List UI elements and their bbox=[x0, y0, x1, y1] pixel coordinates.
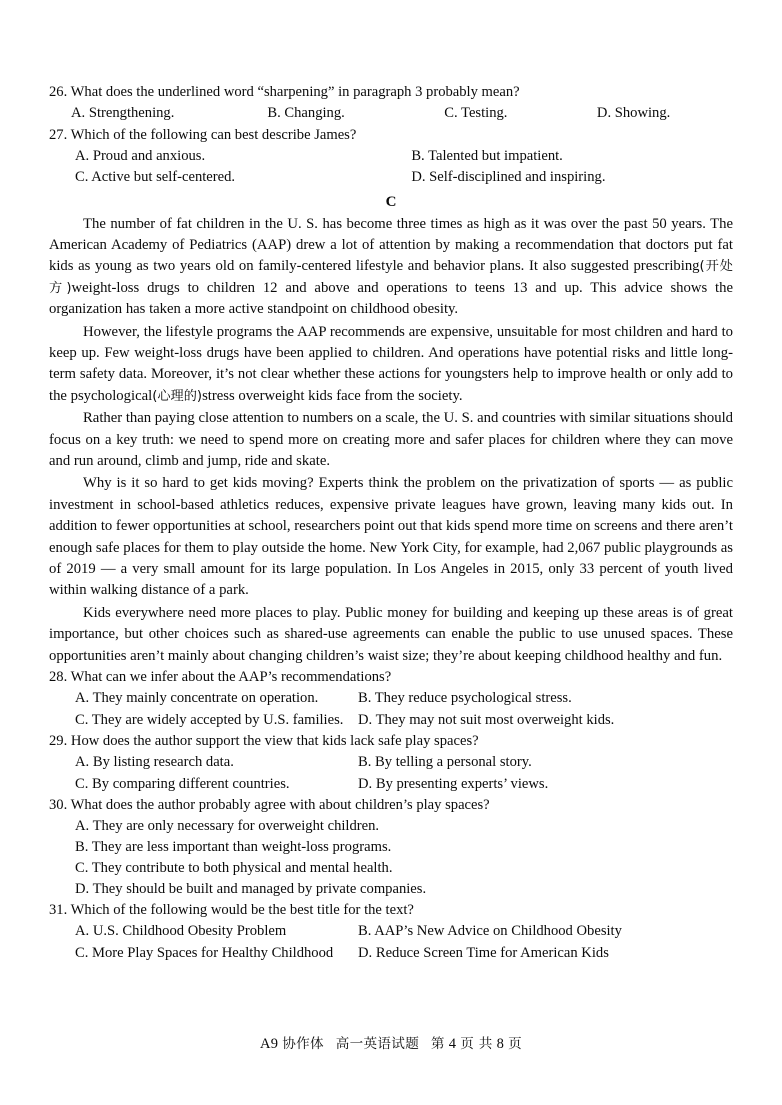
option-b: B. Talented but impatient. bbox=[411, 147, 563, 164]
footer-org: 协作体 bbox=[282, 1036, 324, 1052]
passage-paragraph-2: However, the lifestyle programs the AAP recommends are expensive, unsuitable for most children and hard to keep up. Few weight-loss drugs have been applied to children. And operations have potential risks and little long-term safety data. Moreover, it’s not clear whether these actions for youngsters help to improve health or only add to the psychological(心理的)stress overweight kids face from the society. bbox=[49, 323, 733, 404]
question-30-stem: What does the author probably agree with about children’s play spaces? bbox=[70, 797, 490, 814]
question-28-number: 28. bbox=[49, 669, 68, 686]
question-27 bbox=[49, 125, 733, 146]
question-27-options-row1 bbox=[49, 146, 733, 168]
question-27-stem: Which of the following can best describe James? bbox=[70, 126, 357, 143]
option-a: A. U.S. Childhood Obesity Problem bbox=[75, 923, 287, 940]
option-d: D. Self-disciplined and inspiring. bbox=[411, 169, 606, 185]
footer-total-pages: 8 bbox=[496, 1036, 505, 1052]
option-b: B. AAP’s New Advice on Childhood Obesity bbox=[358, 923, 622, 940]
passage-paragraph-3: Rather than paying close attention to numbers on a scale, the U. S. and countries with similar situations should focus on a key truth: we need to spend more on creating more and safer places for children where they can move and run around, climb and jump, ride and skate. bbox=[49, 410, 733, 469]
option-a: A. Strengthening. bbox=[71, 105, 175, 121]
passage-paragraph-5: Kids everywhere need more places to play. Public money for building and keeping up these areas is of great importance, but other choices such as shared-use agreements can enable the public to use unused spaces. These opportunities aren’t mainly about changing children’s waist size; they’re about keeping childhood healthy and fun. bbox=[49, 604, 733, 664]
footer-page-label: 第 bbox=[430, 1036, 445, 1052]
option-b: B. By telling a personal story. bbox=[358, 754, 532, 771]
question-29 bbox=[49, 731, 733, 752]
question-26-stem: What does the underlined word “sharpening” in paragraph 3 probably mean? bbox=[70, 84, 520, 100]
question-30-number: 30. bbox=[49, 797, 68, 814]
option-c: C. By comparing different countries. bbox=[75, 775, 290, 792]
option-c: C. More Play Spaces for Healthy Childhood bbox=[75, 944, 334, 961]
question-26 bbox=[49, 82, 733, 103]
footer-page-unit: 页 bbox=[508, 1036, 522, 1052]
question-28 bbox=[49, 667, 733, 688]
question-30 bbox=[49, 795, 733, 816]
question-30-option-c: C. They contribute to both physical and mental health. bbox=[75, 860, 393, 877]
question-29-options-row1 bbox=[49, 752, 733, 774]
question-30-option-b: B. They are less important than weight-loss programs. bbox=[75, 839, 392, 856]
option-a: A. They mainly concentrate on operation. bbox=[75, 690, 319, 707]
question-31-stem: Which of the following would be the best title for the text? bbox=[70, 902, 414, 919]
footer-page-number: 4 bbox=[448, 1036, 457, 1052]
question-29-number: 29. bbox=[49, 733, 68, 750]
question-29-options-row2 bbox=[49, 774, 733, 796]
option-b: B. Changing. bbox=[267, 105, 345, 121]
page-footer bbox=[0, 1032, 782, 1053]
chinese-gloss-psychological: (心理的) bbox=[152, 388, 203, 404]
option-c: C. They are widely accepted by U.S. families. bbox=[75, 711, 344, 728]
option-b: B. They reduce psychological stress. bbox=[358, 690, 572, 707]
question-29-stem: How does the author support the view that kids lack safe play spaces? bbox=[70, 733, 479, 750]
question-28-options-row1 bbox=[49, 688, 733, 710]
question-27-number: 27. bbox=[49, 126, 68, 143]
option-c: C. Testing. bbox=[444, 105, 508, 121]
question-27-options-row2 bbox=[49, 167, 733, 189]
passage-paragraph-4: Why is it so hard to get kids moving? Experts think the problem on the privatization of sports — as public investment in school-based athletics reduces, expensive private leagues have grown, leaving many kids out. In addition to fewer opportunities at school, researchers point out that kids spend more time on screens and there aren’t enough safe places for them to play outside the home. New York City, for example, had 2,067 public playgrounds as of 2019 — a very small amount for its large population. In Los Angeles in 2015, only 33 percent of youth lived within walking distance of a park. bbox=[49, 475, 733, 599]
question-26-options bbox=[49, 103, 733, 125]
option-d: D. Showing. bbox=[596, 105, 671, 121]
option-a: A. By listing research data. bbox=[75, 754, 234, 771]
option-a: A. Proud and anxious. bbox=[75, 147, 206, 164]
question-30-option-d: D. They should be built and managed by private companies. bbox=[75, 881, 427, 898]
question-28-stem: What can we infer about the AAP’s recommendations? bbox=[70, 669, 392, 686]
question-28-options-row2 bbox=[49, 710, 733, 732]
chinese-gloss-prescribe: (开处方) bbox=[49, 259, 733, 296]
question-31-options-row2 bbox=[49, 943, 733, 965]
footer-page-of: 页 共 bbox=[460, 1036, 493, 1052]
option-d: D. Reduce Screen Time for American Kids bbox=[358, 944, 609, 961]
question-26-number: 26. bbox=[49, 84, 68, 100]
option-c: C. Active but self-centered. bbox=[75, 169, 236, 185]
question-30-option-a: A. They are only necessary for overweight children. bbox=[75, 818, 380, 835]
question-31-options-row1 bbox=[49, 921, 733, 943]
section-letter: C bbox=[385, 193, 397, 210]
option-d: D. They may not suit most overweight kids. bbox=[358, 711, 615, 728]
passage-paragraph-1: The number of fat children in the U. S. has become three times as high as it was over the past 50 years. The American Academy of Pediatrics (AAP) drew a lot of attention by making a recommendation that doctors put fat kids as young as two years old on family-centered lifestyle and behavior plans. It also suggested prescribing(开处方)weight-loss drugs to children 12 and above and operations to teens 13 and up. This advice shows the organization has taken a more active standpoint on childhood obesity. bbox=[49, 215, 733, 318]
footer-prefix: A9 bbox=[260, 1036, 279, 1052]
option-d: D. By presenting experts’ views. bbox=[358, 775, 549, 792]
question-31-number: 31. bbox=[49, 902, 68, 919]
question-31 bbox=[49, 900, 733, 921]
footer-exam: 高一英语试题 bbox=[335, 1036, 420, 1052]
page-content bbox=[49, 82, 733, 964]
